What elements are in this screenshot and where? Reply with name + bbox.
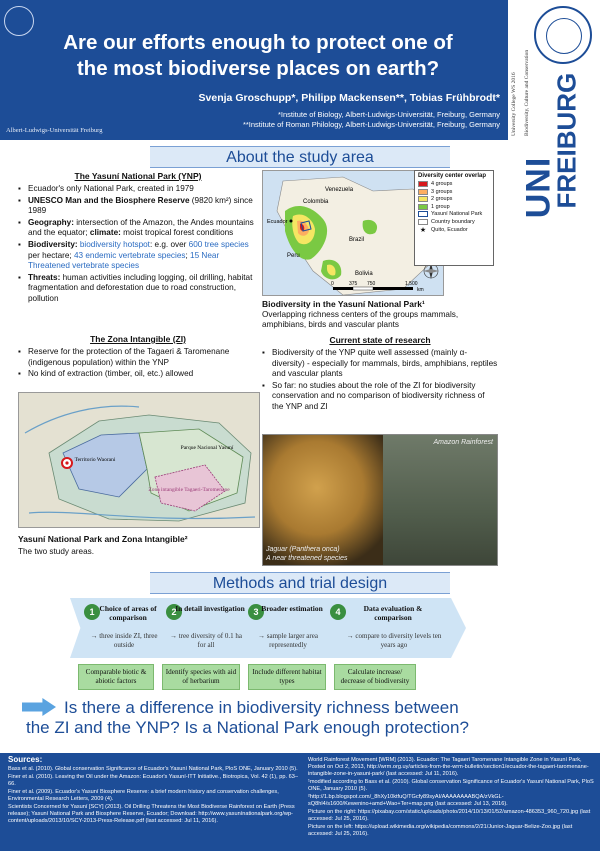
step-desc: → compare to diversity levels ten years ago [346, 632, 442, 649]
source-entry: Picture on the right: https://pixabay.com/static/uploads/photo/2014/10/13/01/52/amazon-486353_960_720.jpg (last accessed: Jul 25, 2016). [308, 809, 591, 822]
zona-intangible-map [18, 392, 260, 528]
arrow-right-icon [22, 698, 56, 716]
zi-heading: The Zona Intangible (ZI) [90, 334, 186, 344]
method-note-box: Include different habitat types [248, 664, 326, 690]
scale-bar [333, 287, 413, 290]
map-legend [414, 170, 494, 266]
source-entry: Scientists Concerned for Yasuní [SCY] (2013). Oil Drilling Threatens the Most Biodiverse Rainforest on Earth (Press release); Yasuní National Park and Biosphere Reserve, Ecuador; Download: http://www.yasunínationalpark.org/wp-content/uploads/2013/10/SCY-2013-Press-Release.pdf (last accessed: Jul 11, 2016). [8, 804, 295, 824]
map-country-label: Venezuela [325, 187, 354, 193]
map-country-label: Colombia [303, 199, 329, 205]
step-number: 2 [166, 604, 182, 620]
map1-caption-title: Biodiversity in the Yasuní National Park¹ [262, 299, 425, 309]
title-line-1: Are our efforts enough to protect one of [63, 31, 453, 54]
question-line-1: Is there a difference in biodiversity richness between [64, 698, 459, 717]
freiburg-seal-icon [534, 6, 592, 64]
zi-list [18, 347, 258, 381]
scale-label: 375 [349, 281, 358, 287]
source-entry: Picture on the left: https://upload.wikimedia.org/wikipedia/commons/2/21/Junior-Jaguar-Belize-Zoo.jpg (last accessed: Jul 25, 2016). [308, 824, 573, 837]
uni-logo-text: UNI [519, 156, 558, 219]
ynp-heading: The Yasuní National Park (YNP) [74, 171, 202, 181]
header-banner [0, 0, 508, 140]
list-item: ▪ Ecuador's only National Park, created in 1979 [18, 184, 258, 195]
list-item: ▪ Biodiversity of the YNP quite well assessed (mainly α-diversity) - especially for mammals, birds, amphibians, reptiles and vascular plants [262, 348, 498, 380]
step-desc: → three inside ZI, three outside [90, 632, 158, 649]
legend-item: 3 groups [418, 189, 490, 195]
scale-label: 1,500 [405, 281, 418, 287]
list-item: ▪ Biodiversity: biodiversity hotspot: e.g. over 600 tree species per hectare; 43 endemic vertebrate species; 15 Near Threatened vertebrate species [18, 240, 258, 272]
list-item: ▪ So far: no studies about the role of the ZI for biodiversity conservation and no comparison of biodiversity richness of the YNP and ZI [262, 381, 498, 413]
affiliation-1: *Institute of Biology, Albert-Ludwigs-Universität, Freiburg, Germany [277, 110, 500, 119]
method-note-box: Identify species with aid of herbarium [162, 664, 240, 690]
scale-label: 0 [331, 281, 334, 287]
photo-label-threatened: A near threatened species [266, 555, 348, 562]
map2-label-yasuni: Parque Nacional Yasuní [180, 445, 234, 451]
list-item: ▪ Reserve for the protection of the Tagaeri & Taromenane (indigenous population) within the YNP [18, 347, 258, 368]
course-subtitle: Biodiversity, Culture and Conservation [524, 49, 530, 136]
legend-item: ★ Quito, Ecuador [419, 227, 468, 234]
methods-heading: Methods and trial design [150, 572, 450, 594]
method-steps [70, 598, 514, 658]
step-number: 3 [248, 604, 264, 620]
step-title: In detail investigation [175, 604, 245, 613]
jaguar-rainforest-photo [262, 434, 498, 566]
list-item: ▪ Geography: intersection of the Amazon, the Andes mountains and the equator; climate: moist tropical forest conditions [18, 218, 258, 239]
step-desc: → tree diversity of 0.1 ha for all [170, 632, 242, 649]
method-note-box: Comparable biotic & abiotic factors [78, 664, 154, 690]
affiliations [160, 110, 500, 130]
legend-item: 4 groups [418, 181, 490, 187]
map-country-label: Ecuador [267, 219, 288, 225]
source-entry: Finer et al. (2010). Leaving the Oil under the Amazon: Ecuador's Yasuní-ITT Initiative., Biotropica, Vol. 42 (1), pp. 63–66. [8, 774, 298, 787]
sources-footer [0, 753, 600, 851]
legend-title: Diversity center overlap [418, 173, 487, 179]
list-item: ▪ No kind of extraction (timber, oil, etc.) allowed [18, 369, 258, 380]
legend-item: 2 groups [418, 196, 490, 202]
research-heading: Current state of research [329, 335, 431, 345]
map2-caption: The two study areas. [18, 547, 94, 556]
research-question [22, 698, 582, 738]
scale-label: 750 [367, 281, 376, 287]
authors: Svenja Groschupp*, Philipp Mackensen**, Tobias Frühbrodt* [198, 92, 500, 104]
list-item: ▪ Threats: human activities including logging, oil drilling, habitat fragmentation and deforestation due to road construction, pollution [18, 273, 258, 305]
step-title: Broader estimation [261, 604, 323, 613]
poster-title [10, 30, 506, 82]
source-entry: Bass et al. (2010). Global conservation Significance of Ecuador's Yasuní National Park, PloS ONE, January 2010 (5). [8, 765, 298, 772]
map-country-label: Bolivia [355, 271, 373, 277]
question-line-2: the ZI and the YNP? Is a National Park enough protection? [26, 718, 469, 737]
freiburg-logo-text: FREIBURG [551, 72, 582, 209]
university-name: Albert-Ludwigs-Universität Freiburg [6, 127, 103, 134]
course-label: University College WS 2016 [511, 72, 517, 136]
step-number: 4 [330, 604, 346, 620]
title-line-2: the most biodiverse places on earth? [76, 57, 440, 80]
ynp-list [18, 184, 258, 306]
photo-label-rainforest: Amazon Rainforest [433, 439, 493, 446]
map2-label-zi: Zona intangible Tagaeri-Taromenane [148, 487, 230, 493]
research-list [262, 348, 498, 414]
map1-caption: Overlapping richness centers of the groups mammals, amphibians, birds and vascular plants [262, 310, 459, 329]
source-entry: ¹modified according to Bass et al. (2010). Global conservation Significance of Ecuador's Yasuní National Park, PloS ONE, January 2010 (5). [308, 778, 594, 792]
sources-right [308, 757, 594, 839]
step-title: Choice of areas of comparison [99, 604, 157, 622]
method-note-box: Calculate increase/ decrease of biodiversity [334, 664, 416, 690]
source-entry: ²http://1.bp.blogspot.com/_8hXy10ktfuQ/TGcfy89syAI/AAAAAAAABQA/zVkGL-sQ8hl4/s1600/Kewenino+amd+Wao+Ter+map.png (last accessed: Jul 13, 2016). [308, 793, 508, 807]
map2-label-waorani: Territorio Waorani [74, 457, 116, 463]
sources-left [8, 757, 298, 826]
legend-item: Country boundary [418, 219, 490, 225]
map-country-label: Brazil [349, 237, 365, 243]
affiliation-2: **Institute of Roman Philology, Albert-Ludwigs-Universität, Freiburg, Germany [242, 120, 500, 129]
photo-label-jaguar: Jaguar (Panthera onca) [266, 546, 340, 553]
legend-item: Yasuní National Park [418, 211, 490, 217]
scale-unit: km [417, 287, 424, 293]
map2-caption-title: Yasuní National Park and Zona Intangible² [18, 534, 188, 544]
step-number: 1 [84, 604, 100, 620]
list-item: ▪ UNESCO Man and the Biosphere Reserve (9820 km²) since 1989 [18, 196, 258, 217]
study-area-heading: About the study area [150, 146, 450, 168]
legend-item: 1 group [418, 204, 490, 210]
map-country-label: Peru [287, 253, 300, 259]
sources-heading: Sources: [8, 755, 43, 764]
source-entry: World Rainforest Movement [WRM] (2013). Ecuador: The Tagaeri Taromenane Intangible Zone in Yasuní Park, Posted on Oct 2, 2013, http://wrm.org.uy/articles-from-the-wrm-bulletin/section1/ecuador-the-tagaeri-taromenane-intangible-zone-in-yasuni-park/ (last accessed: Jul 11, 2016). [308, 757, 589, 777]
step-desc: → sample larger area representedly [258, 632, 318, 649]
source-entry: Finer et al. (2009). Ecuador's Yasuní Biosphere Reserve: a brief modern history and conservation challenges, Environmental Research Letters, 2009 (4). [8, 789, 279, 802]
step-title: Data evaluation & comparison [363, 604, 423, 622]
